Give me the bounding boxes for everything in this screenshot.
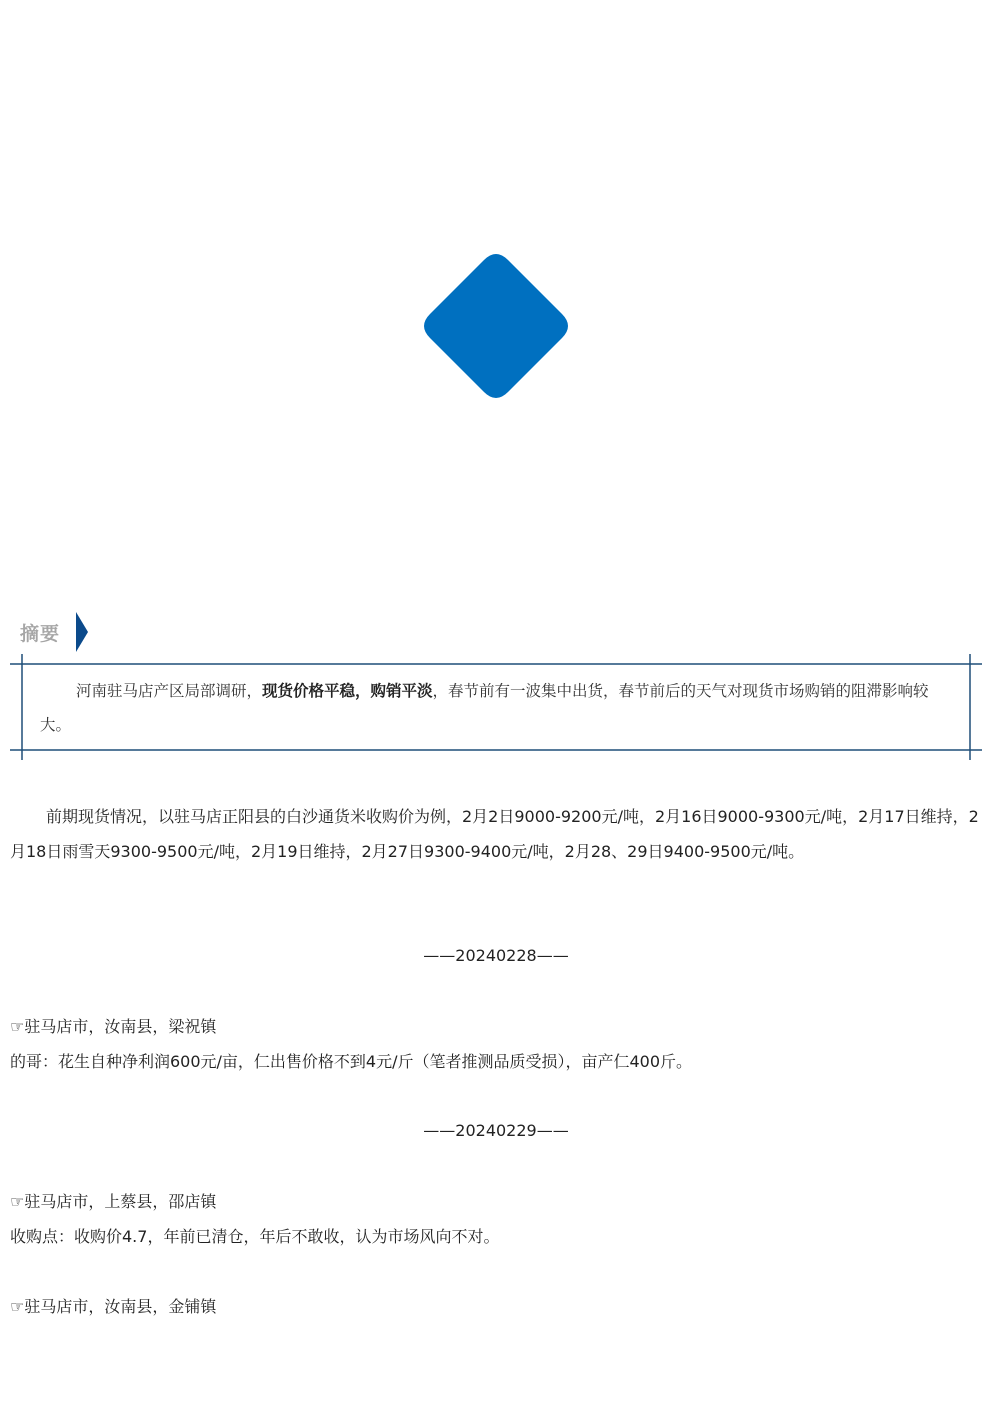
date-separator-0228: ——20240228—— [423, 946, 569, 965]
location-jinpu: ☞驻马店市，汝南县，金铺镇 [10, 1297, 217, 1316]
note-liangzhu: 的哥：花生自种净利润600元/亩，仁出售价格不到4元/斤（笔者推测品质受损），亩产仁400斤。 [10, 1052, 693, 1071]
abstract-key-point: 现货价格平稳，购销平淡 [262, 682, 433, 700]
location-shaodian: ☞驻马店市，上蔡县，邵店镇 [10, 1192, 217, 1211]
abstract-text-lead: 河南驻马店产区局部调研， [76, 682, 263, 700]
note-shaodian: 收购点：收购价4.7，年前已清仓，年后不敢收，认为市场风向不对。 [10, 1227, 500, 1246]
abstract-box [10, 654, 982, 762]
abstract-text [40, 674, 950, 742]
abstract-text-rest: ，春节前有一波集中出货，春节前后的天气对现货市场购销的阻滞影响较大。 [40, 682, 929, 734]
chevron-right-icon [76, 612, 88, 652]
diamond-logo-icon [424, 254, 568, 398]
spot-price-paragraph: 前期现货情况，以驻马店正阳县的白沙通货米收购价为例，2月2日9000-9200元/吨，2月16日9000-9300元/吨，2月17日维持，2月18日雨雪天9300-9500元/吨，2月19日维持，2月27日9300-9400元/吨，2月28、29日9400-9500元/吨。 [10, 807, 979, 861]
diamond-shape [424, 254, 568, 398]
location-liangzhu: ☞驻马店市，汝南县，梁祝镇 [10, 1017, 217, 1036]
summary-heading [20, 612, 60, 652]
date-separator-0229: ——20240229—— [423, 1121, 569, 1140]
summary-title: 摘要 [20, 622, 61, 645]
